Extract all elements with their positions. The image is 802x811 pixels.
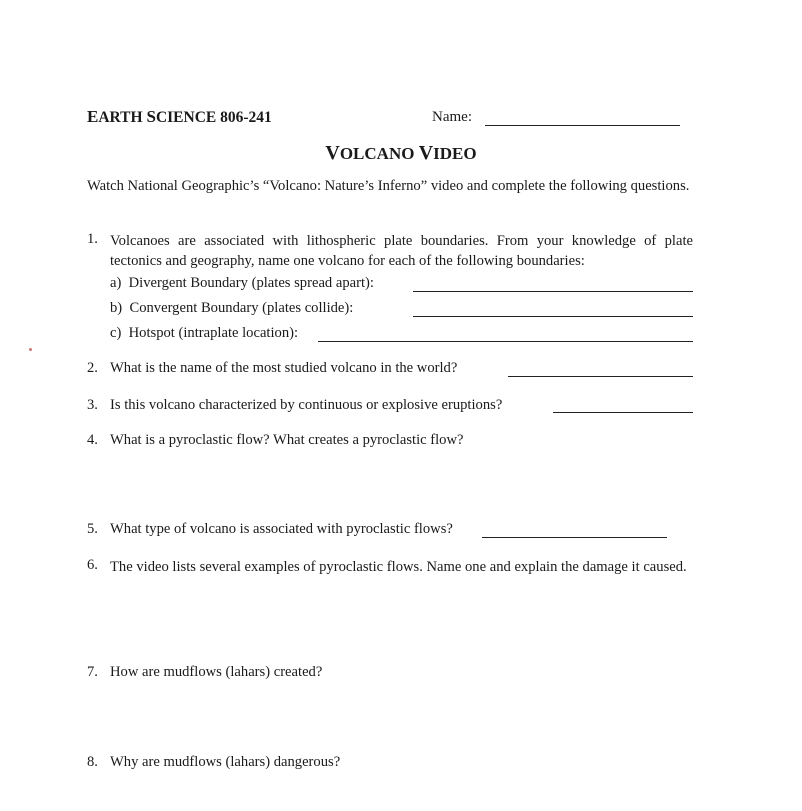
answer-line-3[interactable]	[553, 412, 693, 413]
answer-line-b[interactable]	[413, 316, 693, 317]
page-title: VOLCANO VIDEO	[325, 142, 477, 164]
question-1-text: Volcanoes are associated with lithospheric plate boundaries. From your knowledge of plate tectonics and geography, name one volcano for each of the following boundaries:	[110, 233, 693, 269]
name-field[interactable]	[485, 125, 680, 126]
answer-line-a[interactable]	[413, 291, 693, 292]
question-8: 8. Why are mudflows (lahars) dangerous?	[87, 754, 341, 770]
question-4: 4. What is a pyroclastic flow? What creates a pyroclastic flow?	[87, 432, 464, 448]
question-7: 7. How are mudflows (lahars) created?	[87, 664, 323, 680]
question-5: 5. What type of volcano is associated with pyroclastic flows?	[87, 521, 453, 537]
answer-line-c[interactable]	[318, 341, 693, 342]
question-2: 2. What is the name of the most studied volcano in the world?	[87, 360, 458, 376]
question-6: 6.	[87, 557, 98, 573]
subitem-a: a) Divergent Boundary (plates spread apart):	[110, 275, 374, 291]
question-6-text: The video lists several examples of pyroclastic flows. Name one and explain the damage it caused.	[110, 559, 687, 575]
intro-text: Watch National Geographic’s “Volcano: Nature’s Inferno” video and complete the following questions.	[87, 178, 690, 194]
subitem-c: c) Hotspot (intraplate location):	[110, 325, 299, 341]
scan-speck	[29, 348, 32, 351]
question-3: 3. Is this volcano characterized by continuous or explosive eruptions?	[87, 397, 503, 413]
subitem-b: b) Convergent Boundary (plates collide):	[110, 300, 354, 316]
answer-line-5[interactable]	[482, 537, 667, 538]
question-1: 1.	[87, 231, 98, 247]
answer-line-2[interactable]	[508, 376, 693, 377]
name-label: Name:	[432, 109, 472, 125]
course-title: EARTH SCIENCE 806-241	[87, 107, 272, 126]
